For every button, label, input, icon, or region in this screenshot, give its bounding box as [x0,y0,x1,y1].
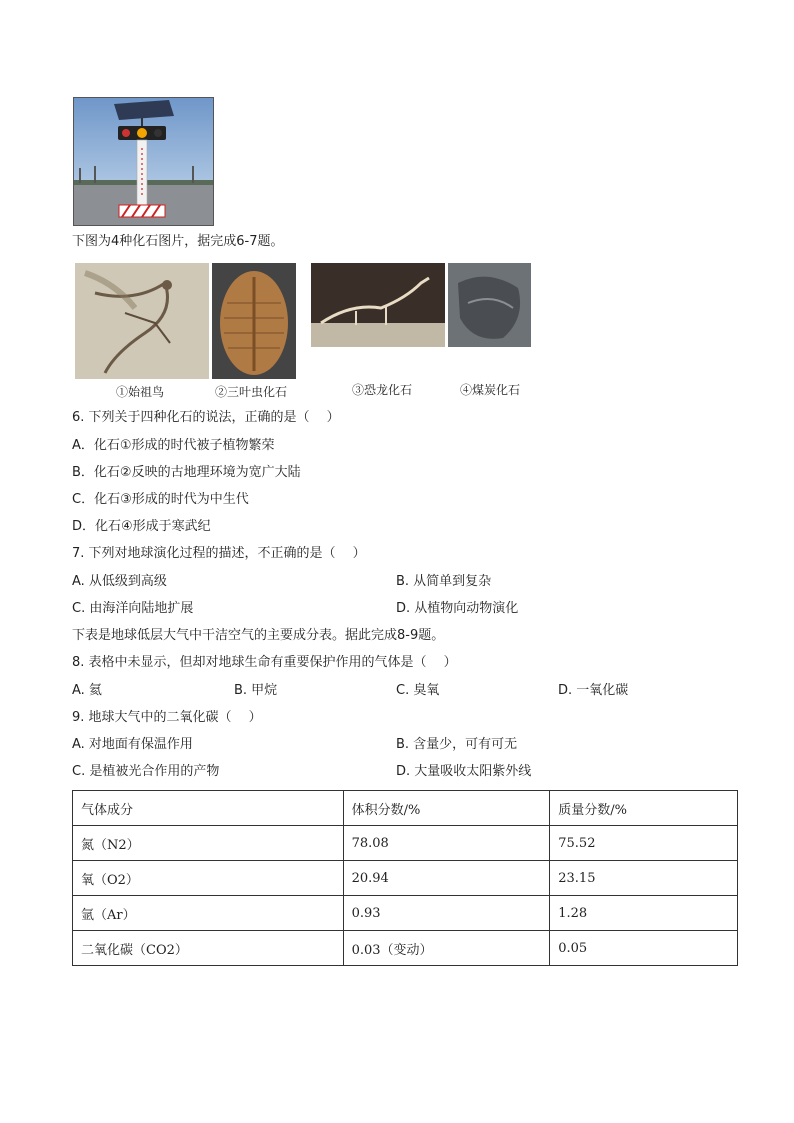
header-mass: 质量分数/% [550,791,738,826]
q6-option-c[interactable]: C．化石③形成的时代为中生代 [72,492,249,507]
q8-option-b[interactable]: B. 甲烷 [234,683,278,698]
q6-option-b[interactable]: B．化石②反映的古地理环境为宽广大陆 [72,465,301,480]
q8-option-d[interactable]: D. 一氧化碳 [558,683,629,698]
q8-option-a[interactable]: A. 氦 [72,683,102,698]
cell-volume: 20.94 [343,861,550,896]
trilobite-photo [212,263,296,379]
q7-option-b[interactable]: B. 从简单到复杂 [396,574,492,589]
header-volume: 体积分数/% [343,791,550,826]
cell-volume: 0.93 [343,896,550,931]
archaeopteryx-photo [75,263,209,379]
q9-stem: 9. 地球大气中的二氧化碳（ ） [72,710,262,725]
q7-stem: 7. 下列对地球演化过程的描述，不正确的是（ ） [72,546,366,561]
cell-mass: 0.05 [550,931,738,966]
cell-gas: 氮（N2） [73,826,344,861]
q7-option-c[interactable]: C. 由海洋向陆地扩展 [72,601,194,616]
q8-stem: 8. 表格中未显示，但却对地球生命有重要保护作用的气体是（ ） [72,655,457,670]
q9-option-c[interactable]: C. 是植被光合作用的产物 [72,764,220,779]
cell-volume: 78.08 [343,826,550,861]
caption-trilobite: ②三叶虫化石 [215,385,288,399]
q9-option-d[interactable]: D. 大量吸收太阳紫外线 [396,764,532,779]
fossil-intro: 下图为4种化石图片，据完成6-7题。 [72,234,284,249]
coal-photo [448,263,531,347]
traffic-light-photo [73,97,214,226]
caption-dinosaur: ③恐龙化石 [352,383,413,397]
table-row [73,896,738,931]
traffic-light-illustration [74,98,213,225]
cell-gas: 氩（Ar） [73,896,344,931]
header-gas: 气体成分 [73,791,344,826]
caption-archaeopteryx: ①始祖鸟 [116,385,165,399]
table-intro: 下表是地球低层大气中干洁空气的主要成分表。据此完成8-9题。 [72,628,445,643]
table-row [73,861,738,896]
q9-option-a[interactable]: A. 对地面有保温作用 [72,737,193,752]
table-row [73,931,738,966]
cell-mass: 75.52 [550,826,738,861]
cell-mass: 23.15 [550,861,738,896]
q8-option-c[interactable]: C. 臭氧 [396,683,440,698]
q6-stem: 6. 下列关于四种化石的说法，正确的是（ ） [72,410,340,425]
q7-option-a[interactable]: A. 从低级到高级 [72,574,167,589]
table-header-row [73,791,738,826]
q6-option-d[interactable]: D．化石④形成于寒武纪 [72,519,211,534]
air-composition-table [72,790,738,966]
q6-option-a[interactable]: A．化石①形成的时代被子植物繁荣 [72,438,275,453]
table-row [73,826,738,861]
cell-volume: 0.03（变动） [343,931,550,966]
cell-mass: 1.28 [550,896,738,931]
cell-gas: 二氧化碳（CO2） [73,931,344,966]
cell-gas: 氧（O2） [73,861,344,896]
caption-coal: ④煤炭化石 [460,383,521,397]
q9-option-b[interactable]: B. 含量少，可有可无 [396,737,518,752]
dinosaur-photo [311,263,445,347]
q7-option-d[interactable]: D. 从植物向动物演化 [396,601,519,616]
